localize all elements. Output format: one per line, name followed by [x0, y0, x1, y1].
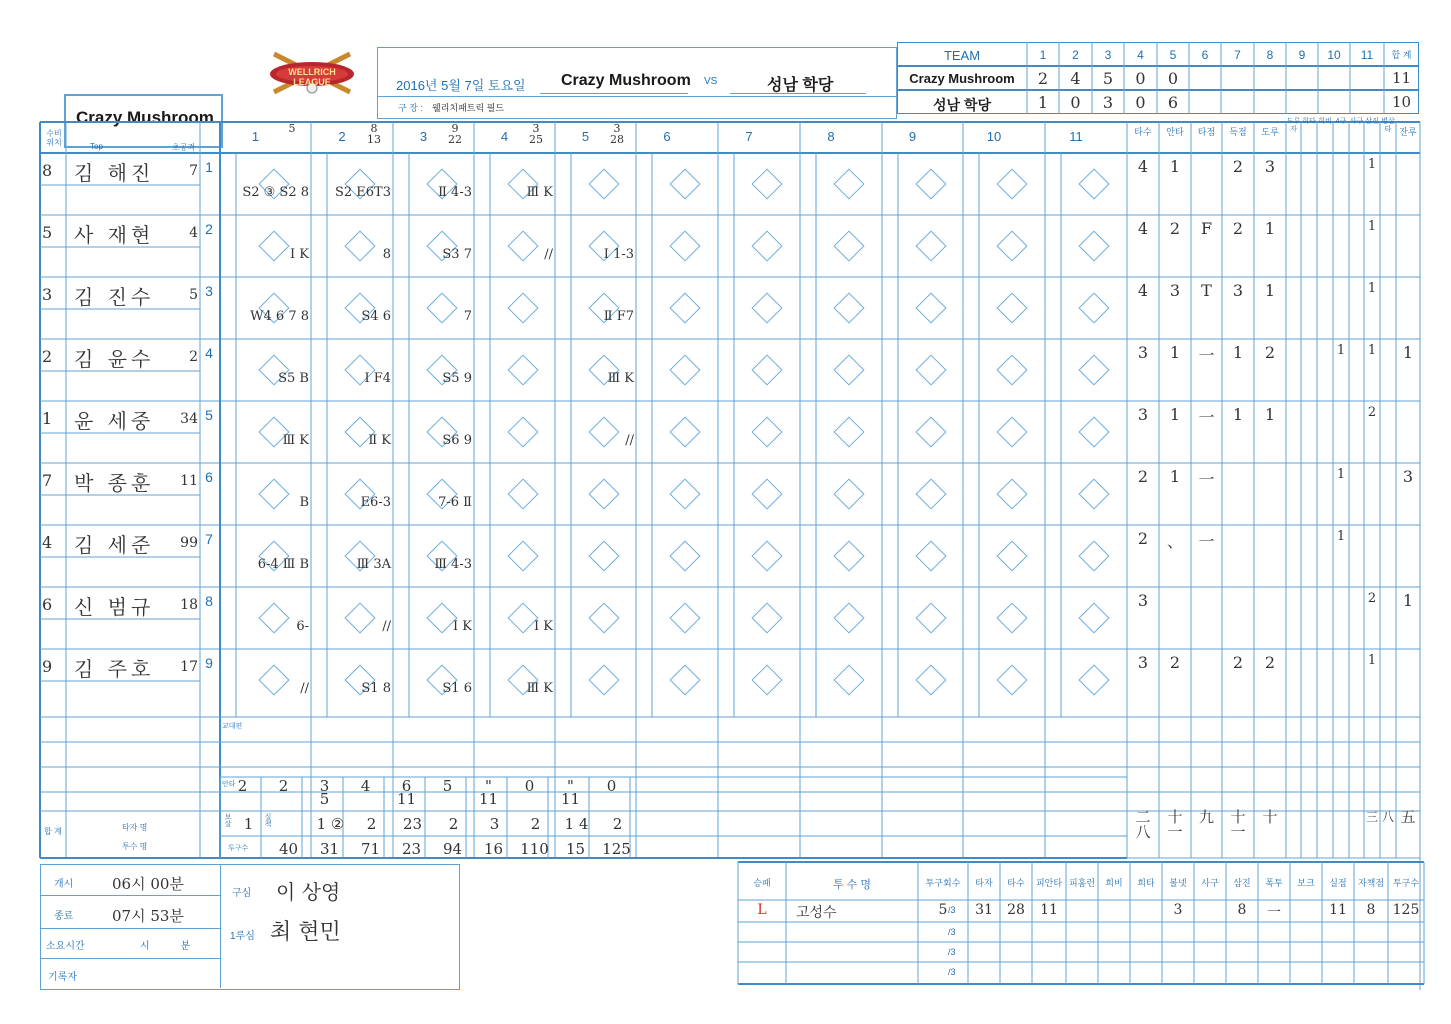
pitching-outs: /3 [948, 927, 956, 937]
play-notation: // [625, 433, 634, 448]
pitching-result: L [757, 902, 767, 918]
substitute-label: 교대편 [222, 723, 243, 730]
stat-total: 十 [1262, 808, 1278, 826]
player-stat: 2 [1137, 529, 1149, 548]
batting-order: 9 [205, 655, 213, 671]
pitching-np: 125 [1392, 902, 1420, 918]
stat-total: 五 [1400, 808, 1416, 826]
inning-header-5: 5 [581, 129, 590, 144]
pitch-count: 16 [483, 840, 504, 858]
player-stat: 一 [1198, 532, 1215, 551]
player-stat: 3 [1137, 343, 1149, 362]
player-stat: 1 [1402, 591, 1414, 610]
walks-total: 2 [366, 815, 377, 833]
inning-tally: 8 13 [367, 122, 381, 146]
player-stat: F [1200, 219, 1213, 238]
player-number: 17 [180, 659, 198, 675]
inning-header-11: 11 [1069, 129, 1083, 144]
scoreboard-inning-5: 5 [1169, 48, 1177, 62]
play-notation: S2 E6T3 [334, 185, 391, 200]
player-position: 7 [42, 471, 53, 490]
scoreboard-inning-7: 7 [1234, 48, 1241, 62]
pitching-header: 타수 [1007, 878, 1025, 888]
pitching-header: 승패 [753, 878, 771, 888]
pitching-header: 피안타 [1035, 878, 1063, 888]
plate-umpire-name: 이 상영 [276, 880, 341, 904]
inning-tally: 9 22 [448, 122, 462, 146]
player-name: 사 재현 [74, 223, 155, 247]
play-notation: Ⅰ 1-3 [603, 247, 634, 262]
play-notation: S2 ③ S2 8 [242, 185, 309, 200]
inning-header-10: 10 [986, 129, 1002, 144]
player-position: 8 [42, 161, 53, 180]
walks-total: 1 4 [564, 815, 589, 833]
player-stat: 1 [1264, 281, 1276, 300]
stat-col-header: 타점 [1197, 127, 1216, 137]
hits-total: 4 [360, 777, 371, 795]
scoreboard-total: 11 [1391, 69, 1412, 87]
lineup-row [40, 153, 1420, 215]
start-label: 개시 [54, 879, 74, 890]
play-notation: Ⅰ F4 [364, 371, 391, 386]
scoreboard-score: 5 [1102, 69, 1114, 88]
hits-total: 0 [524, 777, 535, 795]
walks-total: 2 [530, 815, 541, 833]
player-number: 2 [189, 349, 198, 365]
player-stat: 3 [1402, 467, 1414, 486]
totals-label: 합 계 [44, 827, 62, 836]
player-stat: 2 [1232, 219, 1244, 238]
play-notation: 6- [296, 619, 309, 634]
player-stat: 4 [1137, 281, 1149, 300]
scoreboard-inning-1: 1 [1039, 48, 1047, 62]
pitching-ab: 28 [1007, 902, 1025, 918]
player-number: 99 [180, 535, 198, 551]
scoreboard-inning-9: 9 [1298, 48, 1306, 62]
inning-tally: 3 28 [610, 122, 624, 146]
scoreboard-inning-4: 4 [1137, 48, 1144, 62]
stat-col-header: 득점 [1229, 127, 1247, 137]
inning-tally: 3 25 [529, 122, 543, 146]
hits-total: 3 5 [319, 777, 330, 808]
pitching-wp: 一 [1267, 905, 1281, 921]
player-stat: 3 [1169, 281, 1181, 300]
start-time: 06시 00분 [112, 875, 184, 893]
player-position: 9 [42, 657, 53, 676]
player-stat: 1 [1367, 219, 1377, 234]
player-stat: 1 [1232, 343, 1244, 362]
pitching-so: 8 [1237, 902, 1247, 918]
scoreboard-score: 0 [1135, 69, 1146, 88]
stat-total: 九 [1198, 808, 1214, 826]
walks-row-label: 보 살 [224, 814, 232, 828]
player-stat: T [1201, 281, 1212, 300]
player-stat: 1 [1336, 529, 1346, 544]
player-number: 5 [189, 287, 198, 303]
pitching-header: 투 수 명 [833, 879, 871, 891]
player-stat: 1 [1367, 653, 1377, 668]
play-notation: Ⅱ K [368, 433, 391, 448]
plate-umpire-label: 구심 [232, 888, 252, 899]
player-stat: 一 [1198, 346, 1215, 365]
player-name: 김 진수 [74, 285, 155, 309]
stat-col-header: 병살타 [1381, 118, 1395, 133]
pitch-count: 23 [401, 840, 422, 858]
play-notation: S4 6 [361, 309, 391, 324]
play-notation: 6-4 Ⅲ B [257, 557, 309, 572]
player-stat: 2 [1264, 653, 1276, 672]
batting-order: 3 [205, 283, 213, 299]
scoreboard-team-2: 성남 학당 [933, 97, 991, 113]
player-stat: 1 [1336, 343, 1346, 358]
pitching-h: 11 [1040, 902, 1058, 918]
stat-col-header: 안타 [1166, 127, 1184, 137]
walks-total: 3 [489, 815, 500, 833]
player-stat: 2 [1367, 591, 1377, 606]
play-notation: S1 8 [361, 681, 391, 696]
play-notation: Ⅰ K [453, 619, 472, 634]
play-notation: Ⅱ 4-3 [438, 185, 472, 200]
player-name: 김 윤수 [74, 347, 155, 371]
stat-col-header: 잔루 [1399, 127, 1417, 137]
scoreboard-team-1: Crazy Mushroom [909, 71, 1015, 86]
pitching-outs: /3 [948, 967, 956, 977]
stat-col-header: 희비 [1318, 118, 1332, 125]
scoreboard-score: 1 [1037, 93, 1049, 112]
first-umpire-label: 1루심 [230, 931, 255, 942]
hits-total: 0 [606, 777, 617, 795]
pitching-header: 실점 [1329, 878, 1347, 888]
player-stat: 一 [1198, 408, 1215, 427]
player-position: 4 [42, 533, 53, 552]
pitching-header: 삼진 [1233, 878, 1251, 888]
league-logo-text: WELLRICH LEAGUE [288, 67, 336, 87]
player-stat: 1 [1402, 343, 1414, 362]
game-date: 2016년 5월 7일 토요일 [396, 78, 526, 93]
player-stat: 3 [1137, 591, 1149, 610]
away-team-title: Crazy Mushroom [561, 72, 691, 89]
hits-total: 2 [237, 777, 248, 795]
batting-order: 1 [205, 159, 213, 175]
player-name: 박 종훈 [74, 471, 155, 495]
play-notation: W4 6 7 8 [250, 309, 309, 324]
pitching-header: 투구회수 [925, 878, 961, 888]
play-notation: B [299, 495, 309, 510]
stat-total: 二 八 [1135, 808, 1151, 841]
player-stat: 1 [1264, 405, 1276, 424]
play-notation: E6-3 [360, 495, 391, 510]
scoreboard-inning-6: 6 [1201, 48, 1209, 62]
duration-value: 시 분 [140, 941, 191, 952]
hits-row-label: 안타 [222, 781, 236, 788]
scoreboard-inning-8: 8 [1266, 48, 1274, 62]
pitching-header: 보크 [1297, 878, 1315, 888]
play-notation: S3 7 [442, 247, 472, 262]
scoreboard-score: 2 [1037, 69, 1049, 88]
stat-total: 十 一 [1167, 808, 1183, 841]
scoreboard-score: 0 [1167, 69, 1179, 88]
pitching-header: 폭투 [1265, 878, 1283, 888]
stat-col-header: 사구 [1349, 118, 1364, 125]
first-umpire-name: 최 현민 [270, 920, 341, 945]
first-attack-label: 초공격 [172, 143, 196, 152]
player-stat: 1 [1336, 467, 1346, 482]
ballpark-name: 웰리치패트릭 필드 [432, 103, 505, 113]
inning-tally: 5 [288, 122, 296, 135]
player-stat: 、 [1166, 532, 1183, 551]
play-notation: S6 9 [442, 433, 472, 448]
player-position: 3 [42, 285, 53, 304]
pitch-count: 94 [442, 840, 463, 858]
player-position: 2 [42, 347, 53, 366]
pitch-row-label: 투구수 [228, 845, 249, 852]
player-stat: 3 [1137, 653, 1149, 672]
pitching-outs: /3 [948, 947, 956, 957]
play-notation: Ⅲ K [526, 681, 553, 696]
hits-total: 6 11 [396, 777, 417, 808]
pitch-count: 15 [565, 840, 586, 858]
pitching-innings: 5 [938, 902, 948, 918]
batting-team-name: Crazy Mushroom [76, 108, 214, 127]
pitch-count: 125 [602, 840, 631, 858]
stat-col-header: 희타 [1302, 118, 1316, 125]
play-notation: Ⅲ 4-3 [434, 557, 472, 572]
play-notation: S5 B [278, 371, 309, 386]
scoreboard-score: 3 [1102, 93, 1114, 112]
pitching-header: 희비 [1105, 878, 1123, 888]
lineup-row [40, 587, 1420, 649]
play-notation: Ⅰ K [290, 247, 309, 262]
pitching-outs: /3 [948, 905, 956, 915]
player-stat: 1 [1169, 405, 1181, 424]
player-stat: 1 [1169, 157, 1181, 176]
walks-total: 1 [243, 815, 254, 833]
play-notation: Ⅱ F7 [603, 309, 634, 324]
player-name: 김 해진 [74, 161, 155, 185]
scoreboard-total: 10 [1391, 93, 1412, 111]
player-name: 신 범규 [74, 595, 155, 619]
scoreboard-inning-10: 10 [1327, 48, 1341, 62]
play-notation: Ⅰ K [534, 619, 553, 634]
scoreboard-score: 4 [1070, 69, 1081, 88]
stat-total: 八 [1381, 810, 1394, 824]
pitch-count: 71 [360, 840, 381, 858]
pitching-header: 피홈런 [1068, 878, 1096, 888]
pitching-name: 고성수 [796, 905, 837, 921]
player-stat: 1 [1367, 281, 1377, 296]
duration-label: 소요시간 [46, 941, 85, 952]
batting-order: 7 [205, 531, 213, 547]
player-stat: 2 [1367, 405, 1377, 420]
player-stat: 1 [1232, 405, 1244, 424]
player-name: 윤 세중 [74, 409, 155, 433]
ballpark-label: 구 장 : [398, 103, 423, 113]
stat-col-header: 4구 [1335, 118, 1347, 125]
player-stat: 2 [1169, 219, 1181, 238]
scoreboard-total-header: 합 계 [1391, 50, 1412, 60]
player-stat: 3 [1264, 157, 1276, 176]
pitch-count: 110 [520, 840, 549, 858]
player-stat: 4 [1137, 219, 1149, 238]
player-stat: 2 [1137, 467, 1149, 486]
home-team-title: 성남 학당 [767, 77, 834, 94]
stat-col-header: 타수 [1134, 127, 1152, 137]
totals-pitcher-label: 투수 명 [122, 842, 148, 851]
pitching-bb: 3 [1173, 902, 1183, 918]
pitch-count: 31 [319, 840, 340, 858]
so-row-label: 실 책 [264, 814, 272, 828]
inning-header-9: 9 [908, 129, 917, 144]
hits-total: " 11 [560, 777, 581, 808]
play-notation: 8 [382, 247, 391, 262]
end-label: 종료 [54, 911, 74, 922]
vs-label: VS [704, 76, 718, 87]
end-time: 07시 53분 [112, 907, 184, 925]
pitching-header: 자책점 [1357, 878, 1385, 888]
scoreboard-team-header: TEAM [943, 48, 981, 63]
inning-header-8: 8 [827, 129, 835, 144]
hits-total: 2 [278, 777, 289, 795]
play-notation: Ⅲ 3A [356, 557, 391, 572]
play-notation: // [544, 247, 553, 262]
inning-header-1: 1 [251, 129, 260, 144]
inning-header-7: 7 [745, 129, 753, 144]
pitching-er: 8 [1366, 902, 1376, 918]
play-notation: // [300, 681, 309, 696]
stat-col-header: 도루 [1261, 127, 1279, 137]
batting-order: 6 [205, 469, 213, 485]
player-position: 1 [42, 409, 53, 428]
player-stat: 2 [1232, 157, 1244, 176]
batting-order: 5 [205, 407, 213, 423]
play-notation: Ⅲ K [607, 371, 634, 386]
pitching-header: 투구수 [1392, 878, 1420, 888]
play-notation: Ⅲ K [526, 185, 553, 200]
player-number: 4 [189, 225, 198, 241]
scoreboard-inning-2: 2 [1072, 48, 1079, 62]
hits-total: 5 [442, 777, 453, 795]
inning-header-6: 6 [663, 129, 671, 144]
player-stat: 一 [1198, 470, 1215, 489]
player-stat: 1 [1367, 157, 1377, 172]
walks-total: 23 [402, 815, 423, 833]
pitching-r: 11 [1329, 902, 1347, 918]
player-stat: 3 [1137, 405, 1149, 424]
stat-total: 十 一 [1230, 808, 1246, 841]
player-stat: 1 [1264, 219, 1276, 238]
player-name: 김 세준 [74, 533, 155, 557]
scoreboard-score: 6 [1167, 93, 1179, 112]
inning-header-3: 3 [419, 129, 428, 144]
play-notation: S5 9 [442, 371, 472, 386]
player-number: 11 [180, 473, 198, 489]
player-number: 34 [180, 411, 198, 427]
walks-total: 2 [448, 815, 459, 833]
player-stat: 2 [1232, 653, 1244, 672]
scoreboard-score: 0 [1135, 93, 1146, 112]
top-label: Top [90, 142, 103, 151]
play-notation: 7 [463, 309, 472, 324]
pitching-header: 타자 [975, 878, 993, 888]
scoreboard-score: 0 [1070, 93, 1081, 112]
player-stat: 1 [1169, 343, 1181, 362]
inning-header-4: 4 [500, 129, 509, 144]
stat-col-header: 삼진 [1365, 118, 1379, 125]
player-position: 6 [42, 595, 53, 614]
pitch-count: 40 [278, 840, 299, 858]
play-notation: S1 6 [442, 681, 472, 696]
play-notation: Ⅲ K [282, 433, 309, 448]
player-stat: 2 [1264, 343, 1276, 362]
hits-total: " 11 [478, 777, 499, 808]
player-stat: 2 [1169, 653, 1181, 672]
pitching-bf: 31 [975, 902, 993, 918]
scorer-label: 기록자 [48, 972, 77, 983]
pitching-header: 볼넷 [1169, 878, 1187, 888]
pitching-header: 희타 [1137, 878, 1155, 888]
totals-batter-label: 타자 명 [122, 823, 148, 832]
walks-total: 2 [612, 815, 623, 833]
walks-total: 1 ② [316, 815, 345, 833]
player-stat: 3 [1232, 281, 1244, 300]
player-stat: 1 [1367, 343, 1377, 358]
player-position: 5 [42, 223, 53, 242]
pitching-header: 사구 [1201, 878, 1219, 888]
player-stat: 1 [1169, 467, 1181, 486]
scoreboard-inning-3: 3 [1104, 48, 1112, 62]
play-notation: 7-6 Ⅱ [438, 495, 472, 510]
batting-order: 8 [205, 593, 213, 609]
batting-order: 2 [205, 221, 213, 237]
player-number: 7 [189, 163, 198, 179]
play-notation: // [382, 619, 391, 634]
player-stat: 4 [1137, 157, 1149, 176]
scoreboard-inning-11: 11 [1360, 48, 1374, 62]
inning-header-2: 2 [338, 129, 346, 144]
stat-col-header: 도루자 [1286, 118, 1301, 133]
player-name: 김 주호 [74, 657, 155, 681]
batting-order: 4 [205, 345, 213, 361]
stat-total: 三 [1365, 810, 1378, 824]
position-col-label: 수비 위치 [46, 129, 62, 147]
player-number: 18 [180, 597, 198, 613]
